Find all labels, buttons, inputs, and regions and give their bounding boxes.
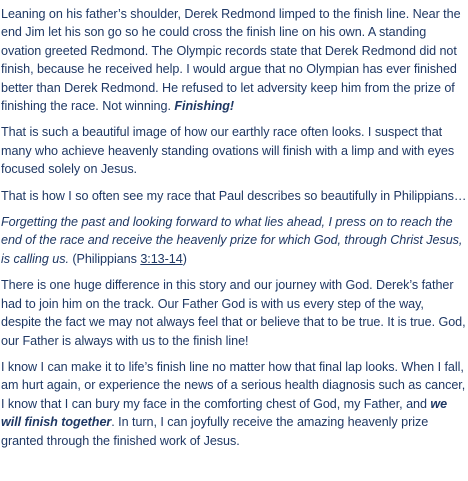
paragraph-text: I know I can make it to life’s finish line no matter how that final lap looks. When I fall, am hurt again, or experience the news of a serious health diagnosis such as cancer, I know that I can bury my face in the comforting chest of God, my Father, and [1,359,466,411]
scripture-reference-link[interactable]: 3:13-14 [140,251,183,266]
scripture-ref-suffix: ) [182,251,187,266]
paragraph-earthly-race [1,123,467,178]
paragraph-scripture-quote [1,213,467,268]
paragraph-text: . In turn, I can joyfully receive the amazing heavenly prize granted through the finished work of Jesus. [1,415,429,448]
paragraph-text: That is such a beautiful image of how our earthly race often looks. I suspect that many who achieve heavenly standing ovations will finish with a limp and with eyes focused solely on Jesus. [1,125,455,177]
scripture-quote: Forgetting the past and looking forward to what lies ahead, I press on to reach the end of the race and receive the heavenly prize for which God, through Christ Jesus, is calling us. [1,215,463,266]
paragraph-text: Leaning on his father’s shoulder, Derek Redmond limped to the finish line. Near the end Jim let his son go so he could cross the finish line on his own. A standing ovation greeted Redmond. The Olympic records state that Derek Redmond did not finish, because he received help. I would argue that no Olympian has ever finished better than Derek Redmond. He refused to let adversity keep him from the prize of finishing the race. Not winning. [1,7,461,114]
emphasis-finishing: Finishing! [174,99,235,114]
paragraph-derek-redmond [1,5,467,115]
scripture-ref-prefix: (Philippians [68,251,141,266]
paragraph-huge-difference [1,276,467,350]
emphasis-finish-together: we will finish together [1,396,448,430]
paragraph-paul-philippians [1,187,467,205]
paragraph-text: There is one huge difference in this story and our journey with God. Derek’s father had to join him on the track. Our Father God is with us every step of the way, despite the fact we may not always feel that or believe that to be true. It is true. God, our Father is always with us to the finish line! [1,278,466,348]
paragraph-finish-line [1,358,467,450]
paragraph-text: That is how I so often see my race that Paul describes so beautifully in Philippians… [1,188,467,203]
